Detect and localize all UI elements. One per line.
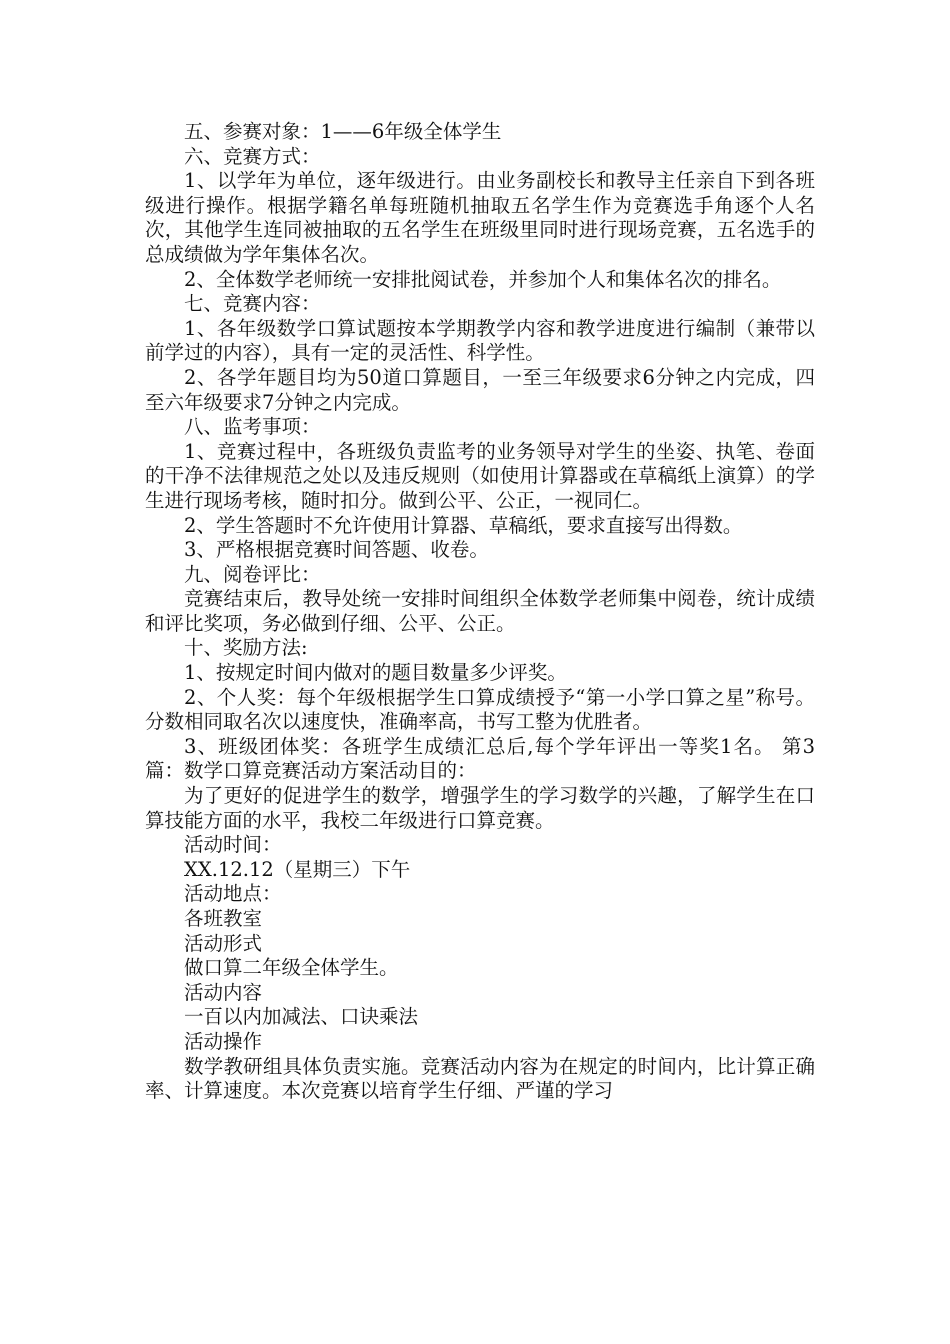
paragraph: 活动地点： — [184, 882, 282, 906]
paragraph: XX.12.12（星期三）下午 — [184, 857, 411, 881]
paragraph: 做口算二年级全体学生。 — [184, 956, 399, 980]
paragraph: 活动操作 — [184, 1029, 263, 1053]
paragraph: 1、按规定时间内做对的题目数量多少评奖。 — [184, 661, 567, 685]
paragraph: 3、班级团体奖：各班学生成绩汇总后,每个学年评出一等奖1名。 第3篇：数学口算竞赛活动方案活动目的： — [145, 734, 815, 783]
section-heading: 六、竞赛方式： — [184, 144, 321, 168]
paragraph: 2、学生答题时不允许使用计算器、草稿纸，要求直接写出得数。 — [184, 513, 743, 537]
section-heading: 八、监考事项： — [184, 415, 321, 439]
section-heading: 九、阅卷评比： — [184, 562, 321, 586]
paragraph: 为了更好的促进学生的数学，增强学生的学习数学的兴趣，了解学生在口算技能方面的水平，我校二年级进行口算竞赛。 — [145, 784, 815, 832]
paragraph: 数学教研组具体负责实施。竞赛活动内容为在规定的时间内，比计算正确率、计算速度。本次竞赛以培育学生仔细、严谨的学习 — [145, 1054, 815, 1103]
paragraph: 各班教室 — [184, 907, 263, 930]
section-heading: 七、竞赛内容： — [184, 292, 321, 316]
paragraph: 竞赛结束后，教导处统一安排时间组织全体数学老师集中阅卷，统计成绩和评比奖项，务必做到仔细、公平、公正。 — [145, 587, 815, 635]
paragraph: 2、个人奖：每个年级根据学生口算成绩授予“第一小学口算之星”称号。分数相同取名次以速度快，准确率高，书写工整为优胜者。 — [145, 685, 815, 734]
paragraph: 1、各年级数学口算试题按本学期教学内容和教学进度进行编制（兼带以前学过的内容），具有一定的灵活性、科学性。 — [145, 316, 815, 365]
paragraph: 2、全体数学老师统一安排批阅试卷，并参加个人和集体名次的排名。 — [184, 267, 782, 291]
paragraph: 3、严格根据竞赛时间答题、收卷。 — [184, 538, 489, 562]
paragraph: 1、竞赛过程中，各班级负责监考的业务领导对学生的坐姿、执笔、卷面的干净不法律规范之处以及违反规则（如使用计算器或在草稿纸上演算）的学生进行现场考核，随时扣分。做到公平、公正，一视同仁。 — [145, 439, 815, 512]
paragraph: 1、以学年为单位，逐年级进行。由业务副校长和教导主任亲自下到各班级进行操作。根据学籍名单每班随机抽取五名学生作为竞赛选手角逐个人名次，其他学生连同被抽取的五名学生在班级里同时进行现场竞赛，五名选手的总成绩做为学年集体名次。 — [145, 169, 815, 266]
document-body — [145, 120, 815, 1104]
paragraph: 活动内容 — [184, 980, 263, 1004]
paragraph: 活动形式 — [184, 931, 263, 955]
paragraph: 一百以内加减法、口诀乘法 — [184, 1005, 419, 1029]
section-heading: 十、奖励方法: — [184, 636, 308, 660]
paragraph: 2、各学年题目均为50道口算题目，一至三年级要求6分钟之内完成，四至六年级要求7分钟之内完成。 — [145, 365, 815, 414]
section-heading: 五、参赛对象：1——6年级全体学生 — [184, 120, 502, 143]
paragraph: 活动时间： — [184, 833, 282, 857]
